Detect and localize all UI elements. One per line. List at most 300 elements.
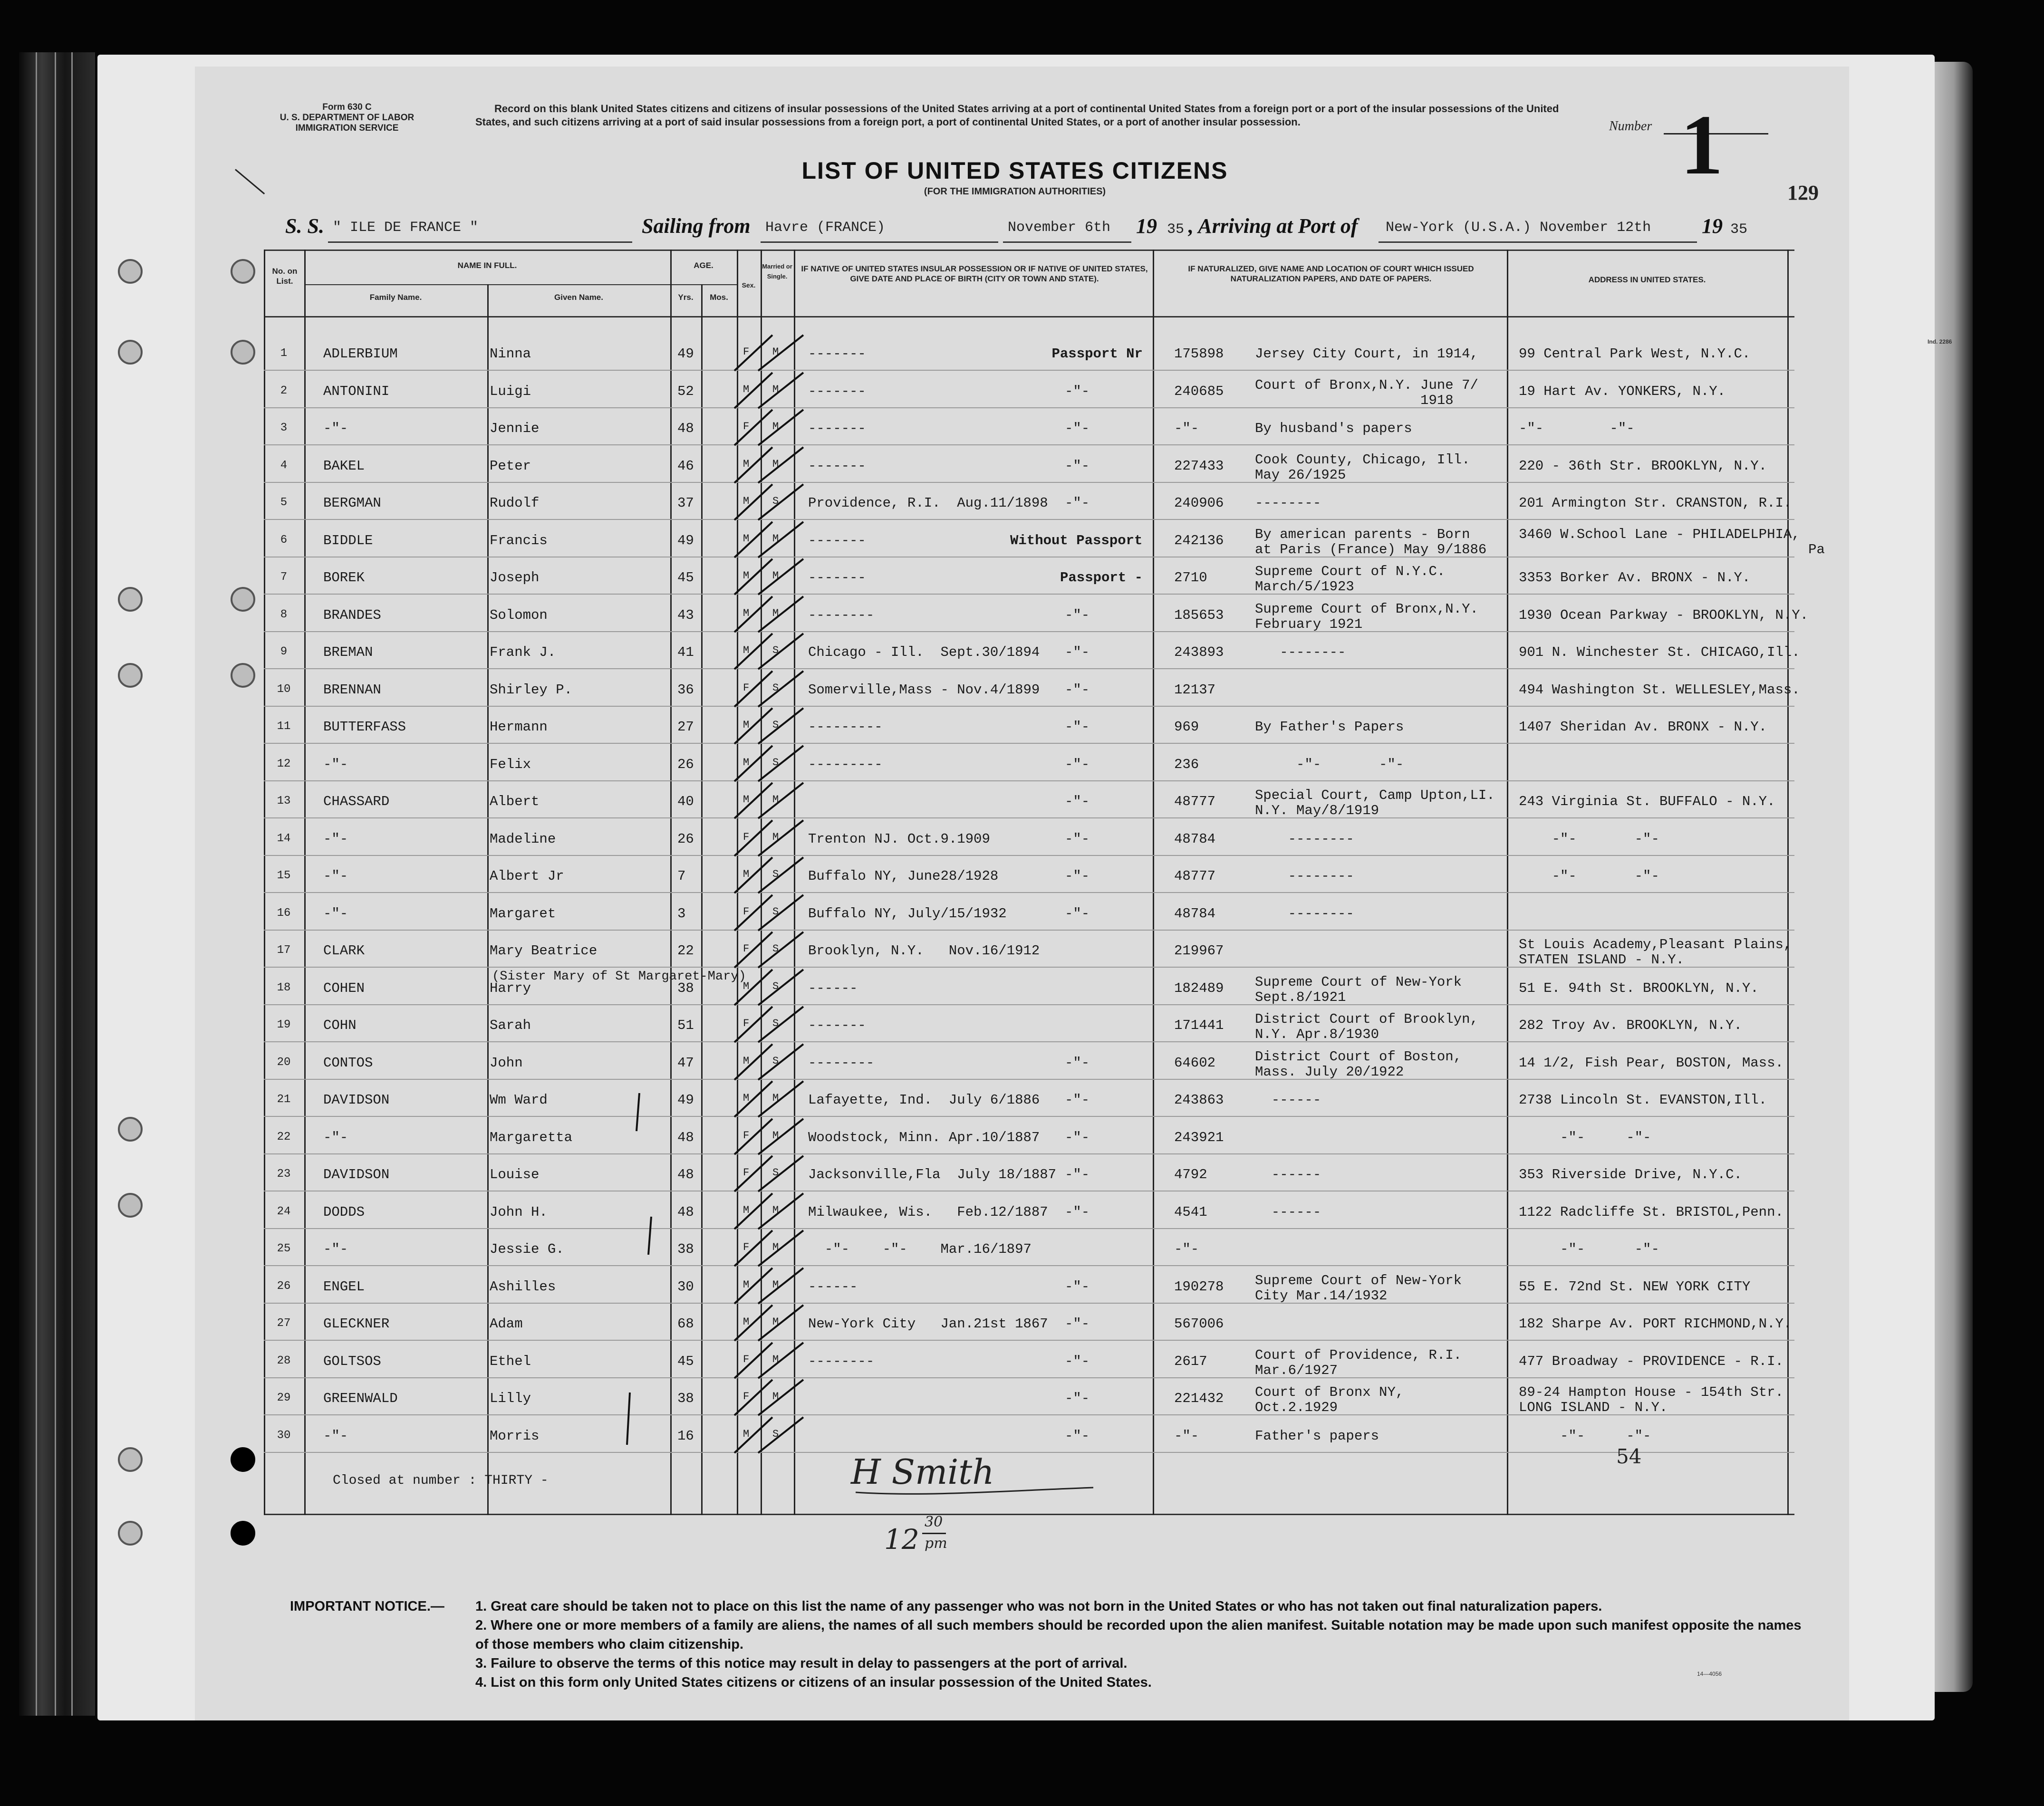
check-slash <box>758 708 803 744</box>
row-number: 16 <box>277 907 291 920</box>
birthplace: ------- <box>808 1018 866 1033</box>
birthplace: Jacksonville,Fla July 18/1887 <box>808 1167 1057 1182</box>
us-address: 3460 W.School Lane - PHILADELPHIA, Pa <box>1519 527 1825 557</box>
marital-status: M <box>772 384 779 395</box>
given-name: John <box>490 1055 523 1071</box>
check-slash <box>758 596 803 632</box>
birthplace: --------- <box>808 719 883 735</box>
row-number: 15 <box>277 869 291 882</box>
birthplace: Woodstock, Minn. Apr.10/1887 <box>808 1130 1040 1145</box>
passport-note: -"- <box>1065 831 1090 847</box>
given-name: Peter <box>490 458 531 474</box>
arrival-port-date: New-York (U.S.A.) November 12th <box>1386 220 1651 236</box>
given-name: Joseph <box>490 570 540 586</box>
row-number: 17 <box>277 944 291 957</box>
sex: M <box>743 495 750 507</box>
us-address: -"- -"- <box>1519 1241 1659 1257</box>
sex: M <box>743 1316 750 1328</box>
check-slash <box>758 373 803 408</box>
sex: M <box>743 1092 750 1104</box>
age-years: 41 <box>677 644 694 660</box>
birthplace: -------- <box>808 607 875 623</box>
service-name: IMMIGRATION SERVICE <box>295 123 399 133</box>
family-name: CONTOS <box>323 1055 373 1071</box>
check-slash <box>758 634 803 669</box>
passport-note: -"- <box>1065 421 1090 436</box>
closed-at-number: Closed at number : THIRTY - <box>333 1473 549 1488</box>
row-number: 2 <box>280 384 288 397</box>
print-code: 14—4056 <box>1697 1671 1722 1677</box>
family-name: CHASSARD <box>323 794 390 809</box>
sex: M <box>743 458 750 470</box>
sex: M <box>743 1428 750 1440</box>
family-name: -"- <box>323 1130 348 1145</box>
row-number: 24 <box>277 1205 291 1218</box>
row-number: 4 <box>280 459 288 472</box>
check-slash <box>734 373 772 408</box>
naturalization-court: Father's papers <box>1255 1428 1379 1444</box>
check-slash <box>734 1380 772 1415</box>
row-number: 25 <box>277 1242 291 1255</box>
given-name: Madeline <box>490 831 556 847</box>
header-naturalization: IF NATURALIZED, GIVE NAME AND LOCATION OF COURT WHICH ISSUED NATURALIZATION PAPERS, AND DATE OF PAPERS. <box>1188 264 1474 283</box>
birthplace: -------- <box>808 1055 875 1071</box>
check-slash <box>734 596 772 632</box>
page-note: 54 <box>1616 1445 1642 1468</box>
age-years: 38 <box>677 1241 694 1257</box>
sex: M <box>743 1055 750 1067</box>
family-name: ANTONINI <box>323 384 390 399</box>
row-number: 14 <box>277 832 291 845</box>
age-years: 38 <box>677 980 694 996</box>
age-years: 36 <box>677 682 694 698</box>
certificate-number: 240685 <box>1174 384 1224 399</box>
sex: M <box>743 757 750 769</box>
marital-status: M <box>772 1130 779 1142</box>
check-slash <box>734 484 772 520</box>
us-address: 55 E. 72nd St. NEW YORK CITY <box>1519 1279 1751 1295</box>
marital-status: M <box>772 570 779 582</box>
naturalization-court: -------- <box>1255 831 1354 847</box>
marital-status: M <box>772 1316 779 1328</box>
given-name: Louise <box>490 1167 540 1182</box>
family-name: -"- <box>323 868 348 884</box>
marital-status: M <box>772 1204 779 1216</box>
sex: M <box>743 868 750 880</box>
us-address: 1407 Sheridan Av. BRONX - N.Y. <box>1519 719 1767 735</box>
us-address: 19 Hart Av. YONKERS, N.Y. <box>1519 384 1726 399</box>
certificate-number: 2617 <box>1174 1354 1207 1369</box>
family-name: -"- <box>323 831 348 847</box>
naturalization-court: Special Court, Camp Upton,LI. N.Y. May/8/1919 <box>1255 788 1495 818</box>
family-name: -"- <box>323 906 348 922</box>
certificate-number: 190278 <box>1174 1279 1224 1295</box>
marital-status: M <box>772 421 779 432</box>
family-name: BUTTERFASS <box>323 719 406 735</box>
naturalization-court: Jersey City Court, in 1914, <box>1255 346 1478 362</box>
page-title: LIST OF UNITED STATES CITIZENS <box>801 157 1228 184</box>
us-address: -"- -"- <box>1519 421 1635 436</box>
given-name: Ninna <box>490 346 531 362</box>
us-address: -"- -"- <box>1519 1130 1651 1145</box>
birthplace: Chicago - Ill. Sept.30/1894 <box>808 644 1040 660</box>
passport-note: Passport Nr <box>1051 346 1143 362</box>
check-slash <box>758 857 803 893</box>
family-name: COHN <box>323 1018 357 1033</box>
family-name: BRANDES <box>323 607 381 623</box>
header-years: Yrs. <box>678 293 694 302</box>
check-slash <box>758 559 803 595</box>
passport-note: -"- <box>1065 719 1090 735</box>
check-slash <box>758 1380 803 1415</box>
given-name: Wm Ward <box>490 1092 548 1108</box>
check-slash <box>734 1007 772 1042</box>
header-no: No. on List. <box>272 267 298 286</box>
passport-note: -"- <box>1065 794 1090 809</box>
marital-status: M <box>772 1391 779 1403</box>
certificate-number: 567006 <box>1174 1316 1224 1332</box>
given-name: Morris <box>490 1428 540 1444</box>
given-name: Ashilles <box>490 1279 556 1295</box>
marital-status: S <box>772 906 779 918</box>
given-name: Solomon <box>490 607 548 623</box>
check-slash <box>734 522 772 557</box>
age-years: 27 <box>677 719 694 735</box>
marital-status: S <box>772 495 779 507</box>
passport-note: -"- <box>1065 1055 1090 1071</box>
passport-note: -"- <box>1065 458 1090 474</box>
row-number: 1 <box>280 347 288 360</box>
age-years: 43 <box>677 607 694 623</box>
ship-name: " ILE DE FRANCE " <box>333 220 479 236</box>
given-name: Jessie G. <box>490 1241 564 1257</box>
check-slash <box>734 559 772 595</box>
sex: M <box>743 980 750 992</box>
check-slash <box>758 746 803 781</box>
arrival-year: 35 <box>1730 221 1748 238</box>
naturalization-court: By american parents - Born at Paris (France) May 9/1886 <box>1255 527 1487 557</box>
check-slash <box>734 708 772 744</box>
age-years: 45 <box>677 570 694 586</box>
us-address: 201 Armington Str. CRANSTON, R.I. <box>1519 495 1792 511</box>
notice-items <box>475 1597 1816 1692</box>
certificate-number: 185653 <box>1174 607 1224 623</box>
family-name: BOREK <box>323 570 365 586</box>
sex: M <box>743 1204 750 1216</box>
certificate-number: -"- <box>1174 421 1199 436</box>
us-address: 99 Central Park West, N.Y.C. <box>1519 346 1751 362</box>
row-number: 27 <box>277 1317 291 1330</box>
passport-note: -"- <box>1065 495 1090 511</box>
year-label-2: 19 <box>1702 214 1723 238</box>
naturalization-court: Supreme Court of Bronx,N.Y. February 1921 <box>1255 601 1478 632</box>
sex: M <box>743 644 750 656</box>
age-years: 7 <box>677 868 686 884</box>
family-name: -"- <box>323 1241 348 1257</box>
header-name-in-full: NAME IN FULL. <box>457 261 517 270</box>
us-address: 51 E. 94th St. BROOKLYN, N.Y. <box>1519 980 1759 996</box>
age-years: 51 <box>677 1018 694 1033</box>
birthplace: ------ <box>808 980 858 996</box>
passport-note: -"- <box>1065 1279 1090 1295</box>
time-note-subscript: pm <box>925 1535 947 1552</box>
naturalization-court: ------ <box>1255 1204 1321 1220</box>
birthplace: ------- <box>808 533 866 548</box>
passport-note: -"- <box>1065 384 1090 399</box>
header-months: Mos. <box>710 293 728 302</box>
given-name: Albert <box>490 794 540 809</box>
marital-status: M <box>772 346 779 358</box>
time-note-superscript: 30 <box>925 1514 943 1530</box>
check-slash <box>758 1044 803 1080</box>
check-slash <box>734 820 772 856</box>
marital-status: S <box>772 868 779 880</box>
marital-status: S <box>772 682 779 694</box>
us-address: 3353 Borker Av. BRONX - N.Y. <box>1519 570 1751 586</box>
list-number-value: 1 <box>1680 97 1723 192</box>
given-name: Albert Jr <box>490 868 564 884</box>
header-family-name: Family Name. <box>369 293 422 302</box>
family-name: DAVIDSON <box>323 1167 390 1182</box>
check-slash <box>758 1007 803 1042</box>
header-birthplace: IF NATIVE OF UNITED STATES INSULAR POSSESSION OR IF NATIVE OF UNITED STATES, GIVE DATE AND PLACE OF BIRTH (CITY OR TOWN AND STATE). <box>801 264 1148 283</box>
check-slash <box>758 895 803 931</box>
naturalization-court: By husband's papers <box>1255 421 1412 436</box>
birthplace: Milwaukee, Wis. Feb.12/1887 <box>808 1204 1048 1220</box>
birthplace: ------- <box>808 384 866 399</box>
birthplace: Trenton NJ. Oct.9.1909 <box>808 831 990 847</box>
certificate-number: -"- <box>1174 1241 1199 1257</box>
age-years: 68 <box>677 1316 694 1332</box>
age-years: 46 <box>677 458 694 474</box>
naturalization-court: Court of Bronx NY, Oct.2.1929 <box>1255 1384 1404 1415</box>
naturalization-court: -------- <box>1255 495 1321 511</box>
check-slash <box>734 634 772 669</box>
naturalization-court: Supreme Court of New-York Sept.8/1921 <box>1255 974 1462 1005</box>
us-address: 1122 Radcliffe St. BRISTOL,Penn. <box>1519 1204 1784 1220</box>
check-slash <box>758 671 803 707</box>
birthplace: ------- <box>808 421 866 436</box>
us-address: 494 Washington St. WELLESLEY,Mass. <box>1519 682 1800 698</box>
sex: M <box>743 719 750 731</box>
sex: F <box>743 346 750 358</box>
family-name: BERGMAN <box>323 495 381 511</box>
check-slash <box>734 932 772 968</box>
us-address: 1930 Ocean Parkway - BROOKLYN, N.Y. <box>1519 607 1809 623</box>
row-number: 29 <box>277 1392 291 1404</box>
family-name: GOLTSOS <box>323 1354 381 1369</box>
birthplace: Providence, R.I. Aug.11/1898 <box>808 495 1048 511</box>
given-name: Lilly <box>490 1391 531 1406</box>
check-slash <box>734 1343 772 1378</box>
family-name: ADLERBIUM <box>323 346 398 362</box>
naturalization-court: ------ <box>1255 1167 1321 1182</box>
check-slash <box>758 1119 803 1154</box>
header-married-single: Married or Single. <box>762 263 792 280</box>
sex: M <box>743 794 750 806</box>
sex: F <box>743 1354 750 1365</box>
given-name: Francis <box>490 533 548 548</box>
family-name: BAKEL <box>323 458 365 474</box>
given-name: Adam <box>490 1316 523 1332</box>
birthplace: New-York City Jan.21st 1867 <box>808 1316 1048 1332</box>
given-name: John H. <box>490 1204 548 1220</box>
sex: F <box>743 831 750 843</box>
pen-tick <box>627 1393 630 1445</box>
birthplace: Lafayette, Ind. July 6/1886 <box>808 1092 1040 1108</box>
given-name: Ethel <box>490 1354 531 1369</box>
sex: M <box>743 1279 750 1291</box>
marital-status: M <box>772 831 779 843</box>
given-name: Shirley P. <box>490 682 573 698</box>
time-note: 12 <box>884 1523 919 1556</box>
row-number: 6 <box>280 534 288 547</box>
us-address: 89-24 Hampton House - 154th Str. LONG ISLAND - N.Y. <box>1519 1384 1784 1415</box>
family-name: DODDS <box>323 1204 365 1220</box>
marital-status: S <box>772 1055 779 1067</box>
given-name: Frank J. <box>490 644 556 660</box>
header-sex: Sex. <box>742 281 756 289</box>
sex: F <box>743 421 750 432</box>
us-address: St Louis Academy,Pleasant Plains, STATEN ISLAND - N.Y. <box>1519 937 1792 968</box>
row-number: 18 <box>277 981 291 994</box>
passport-note: Passport - <box>1060 570 1143 586</box>
passport-note: -"- <box>1065 757 1090 772</box>
row-number: 5 <box>280 496 288 509</box>
birthplace: ------- <box>808 346 866 362</box>
header-given-name: Given Name. <box>554 293 603 302</box>
sex: F <box>743 1167 750 1179</box>
sex: F <box>743 1391 750 1403</box>
family-name: GLECKNER <box>323 1316 390 1332</box>
certificate-number: 2710 <box>1174 570 1207 586</box>
certificate-number: 4541 <box>1174 1204 1207 1220</box>
certificate-number: 243921 <box>1174 1130 1224 1145</box>
certificate-number: 48777 <box>1174 794 1216 809</box>
check-slash <box>758 447 803 483</box>
family-name: COHEN <box>323 980 365 996</box>
pen-tick <box>648 1217 651 1255</box>
row-number: 11 <box>277 720 291 733</box>
departure-date: November 6th <box>1008 220 1111 236</box>
fraction-bar <box>922 1533 946 1534</box>
check-slash <box>734 1268 772 1304</box>
birthplace: ------- <box>808 458 866 474</box>
family-name: -"- <box>323 757 348 772</box>
notice-item: 4. List on this form only United States citizens or citizens of an insular possession of the United States. <box>475 1675 1152 1690</box>
birthplace: Brooklyn, N.Y. Nov.16/1912 <box>808 943 1040 959</box>
passport-note: -"- <box>1065 1354 1090 1369</box>
check-slash <box>758 522 803 557</box>
given-name: Rudolf <box>490 495 540 511</box>
age-years: 40 <box>677 794 694 809</box>
check-slash <box>758 1230 803 1266</box>
marital-status: S <box>772 1018 779 1029</box>
check-slash <box>758 1417 803 1453</box>
given-name: Sarah <box>490 1018 531 1033</box>
certificate-number: 48784 <box>1174 831 1216 847</box>
sex: M <box>743 533 750 545</box>
check-slash <box>734 1081 772 1117</box>
row-number: 12 <box>277 758 291 770</box>
certificate-number: 242136 <box>1174 533 1224 548</box>
us-address: 14 1/2, Fish Pear, BOSTON, Mass. <box>1519 1055 1784 1071</box>
officer-signature: H Smith <box>851 1452 994 1492</box>
us-address: 353 Riverside Drive, N.Y.C. <box>1519 1167 1742 1182</box>
passport-note: -"- <box>1065 868 1090 884</box>
marital-status: S <box>772 719 779 731</box>
birthplace: -------- <box>808 1354 875 1369</box>
check-slash <box>734 1305 772 1341</box>
check-slash <box>758 1268 803 1304</box>
sex: M <box>743 384 750 395</box>
year-label-1: 19 <box>1136 214 1157 238</box>
age-years: 48 <box>677 421 694 436</box>
check-slash <box>734 895 772 931</box>
marital-status: S <box>772 644 779 656</box>
age-years: 37 <box>677 495 694 511</box>
row-number: 3 <box>280 422 288 434</box>
check-slash <box>734 1230 772 1266</box>
pen-tick <box>636 1093 639 1131</box>
certificate-number: 240906 <box>1174 495 1224 511</box>
marital-status: S <box>772 980 779 992</box>
sex: F <box>743 906 750 918</box>
age-years: 3 <box>677 906 686 922</box>
notice-item: 3. Failure to observe the terms of this notice may result in delay to passengers at the port of arrival. <box>475 1656 1128 1671</box>
certificate-number: 64602 <box>1174 1055 1216 1071</box>
row-number: 21 <box>277 1093 291 1106</box>
family-name: BRENNAN <box>323 682 381 698</box>
age-years: 26 <box>677 757 694 772</box>
us-address: 901 N. Winchester St. CHICAGO,Ill. <box>1519 644 1800 660</box>
check-slash <box>758 783 803 818</box>
certificate-number: 4792 <box>1174 1167 1207 1182</box>
ss-label: S. S. <box>285 214 324 238</box>
check-slash <box>758 1305 803 1341</box>
departure-year: 35 <box>1167 221 1185 238</box>
sex: M <box>743 570 750 582</box>
naturalization-court: District Court of Brooklyn, N.Y. Apr.8/1930 <box>1255 1011 1478 1042</box>
naturalization-court: ------ <box>1255 1092 1321 1108</box>
age-years: 49 <box>677 533 694 548</box>
page-subtitle: (FOR THE IMMIGRATION AUTHORITIES) <box>924 186 1106 197</box>
naturalization-court: -"- -"- <box>1255 757 1404 772</box>
given-name: Margaretta <box>490 1130 573 1145</box>
age-years: 38 <box>677 1391 694 1406</box>
certificate-number: 969 <box>1174 719 1199 735</box>
age-years: 48 <box>677 1130 694 1145</box>
notice-item: 2. Where one or more members of a family are aliens, the names of all such members should be recorded upon the alien manifest. Suitable notation may be made upon such manifest opposite the names of those members who claim citizenship. <box>475 1618 1802 1652</box>
marital-status: M <box>772 1279 779 1291</box>
check-slash <box>758 410 803 445</box>
given-name: Harry <box>490 980 531 996</box>
us-address: -"- -"- <box>1519 868 1659 884</box>
certificate-number: 243893 <box>1174 644 1224 660</box>
marital-status: M <box>772 1092 779 1104</box>
birthplace: Somerville,Mass - Nov.4/1899 <box>808 682 1040 698</box>
naturalization-court: Court of Providence, R.I. Mar.6/1927 <box>1255 1347 1462 1378</box>
passport-note: -"- <box>1065 1428 1090 1444</box>
certificate-number: 243863 <box>1174 1092 1224 1108</box>
row-number: 20 <box>277 1056 291 1069</box>
age-years: 49 <box>677 1092 694 1108</box>
given-name: Hermann <box>490 719 548 735</box>
side-stamp: Ind. 2286 <box>1928 338 1952 345</box>
certificate-number: 182489 <box>1174 980 1224 996</box>
marital-status: M <box>772 1241 779 1253</box>
certificate-number: 171441 <box>1174 1018 1224 1033</box>
